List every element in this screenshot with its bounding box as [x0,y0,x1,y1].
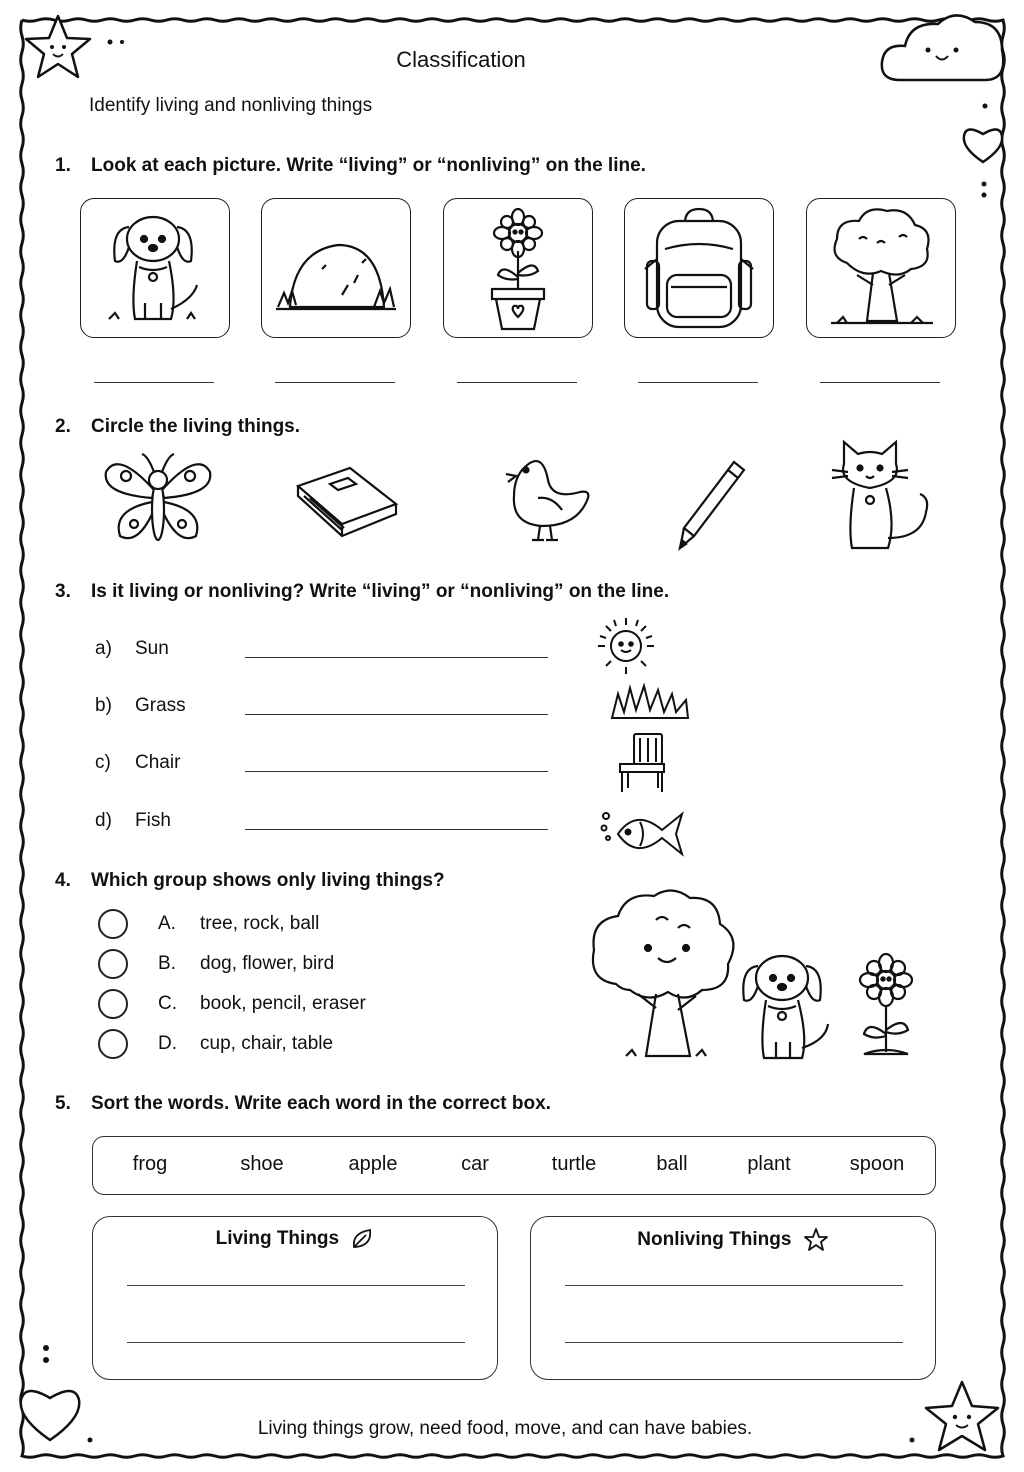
answer-line[interactable] [638,382,758,383]
item-label: c) [95,752,111,773]
item-word: Fish [135,810,171,831]
flower-icon [860,954,912,1054]
picture-card-backpack [624,198,774,338]
answer-line[interactable] [245,771,548,772]
answer-line[interactable] [820,382,940,383]
backpack-icon [625,199,773,337]
circle-item-cat[interactable] [822,438,942,553]
question-number: 3. [55,581,71,602]
radio-button[interactable] [98,949,128,979]
circle-item-butterfly[interactable] [98,440,218,555]
item-label: b) [95,695,112,716]
answer-line[interactable] [245,829,548,830]
question-text: Is it living or nonliving? Write “living” or “nonliving” on the line. [91,581,670,602]
answer-line[interactable] [565,1342,903,1343]
radio-button[interactable] [98,909,128,939]
tree-icon [593,890,734,1056]
option-letter: B. [158,953,176,974]
word-bank-item: ball [656,1153,688,1175]
item-label: a) [95,638,112,659]
footer-note: Living things grow, need food, move, and can have babies. [257,1418,753,1439]
word-bank-item: shoe [240,1153,284,1175]
radio-button[interactable] [98,1029,128,1059]
option-text: book, pencil, eraser [200,993,366,1014]
question-number: 2. [55,416,71,437]
option-letter: D. [158,1033,177,1054]
circle-item-book[interactable] [290,440,410,555]
heading-text: Nonliving Things [637,1229,792,1251]
fish-picture [596,804,686,864]
picture-card-tree [806,198,956,338]
grass-picture [606,682,696,722]
option-text: cup, chair, table [200,1033,334,1054]
page-subtitle: Identify living and nonliving things [89,95,373,116]
chair-picture [598,730,688,796]
item-label: d) [95,810,112,831]
word-bank-item: frog [132,1153,168,1175]
pencil-icon [664,450,784,565]
heart-icon [964,129,1002,162]
radio-button[interactable] [98,989,128,1019]
picture-card-rock [261,198,411,338]
answer-line[interactable] [565,1285,903,1286]
tree-icon [807,199,955,337]
option-letter: C. [158,993,177,1014]
star-icon [803,1227,829,1253]
option-letter: A. [158,913,176,934]
word-bank [92,1136,936,1195]
circle-item-bird[interactable] [486,440,606,555]
answer-line[interactable] [275,382,395,383]
chair-icon [598,730,688,796]
option-text: dog, flower, bird [200,953,335,974]
word-bank-item: plant [747,1153,791,1175]
flower-pot-icon [444,199,592,337]
item-word: Sun [135,638,169,659]
answer-line[interactable] [94,382,214,383]
dog-icon [743,956,828,1058]
tree-dog-flower-illustration [586,884,926,1068]
question-number: 5. [55,1093,71,1114]
fish-icon [596,804,686,864]
word-bank-item: turtle [551,1153,597,1175]
sun-picture [584,614,674,674]
bird-icon [486,440,606,555]
question-number: 4. [55,870,71,891]
leaf-icon [350,1227,374,1251]
item-word: Grass [135,695,186,716]
question-text: Which group shows only living things? [91,870,445,891]
grass-icon [606,682,696,722]
word-bank-item: spoon [849,1153,905,1175]
sun-icon [584,614,674,674]
page-title: Classification [396,47,526,72]
nonliving-things-heading [531,1227,935,1253]
living-things-box [92,1216,498,1380]
question-text: Look at each picture. Write “living” or “nonliving” on the line. [91,155,646,176]
word-bank-item: car [461,1153,489,1175]
cat-icon [822,438,942,553]
dog-icon [81,199,229,337]
question-text: Circle the living things. [91,416,301,437]
picture-card-flower-pot [443,198,593,338]
living-things-heading [93,1227,497,1251]
word-bank-item: apple [348,1153,398,1175]
item-word: Chair [135,752,181,773]
question-number: 1. [55,155,71,176]
answer-line[interactable] [457,382,577,383]
nonliving-things-box [530,1216,936,1380]
option-text: tree, rock, ball [200,913,320,934]
book-icon [290,440,410,555]
answer-line[interactable] [127,1342,465,1343]
answer-line[interactable] [245,714,548,715]
answer-line[interactable] [127,1285,465,1286]
answer-line[interactable] [245,657,548,658]
circle-item-pencil[interactable] [664,450,784,565]
heading-text: Living Things [215,1228,340,1250]
rock-icon [262,199,410,337]
question-text: Sort the words. Write each word in the correct box. [91,1093,551,1114]
butterfly-icon [98,440,218,555]
picture-card-dog [80,198,230,338]
